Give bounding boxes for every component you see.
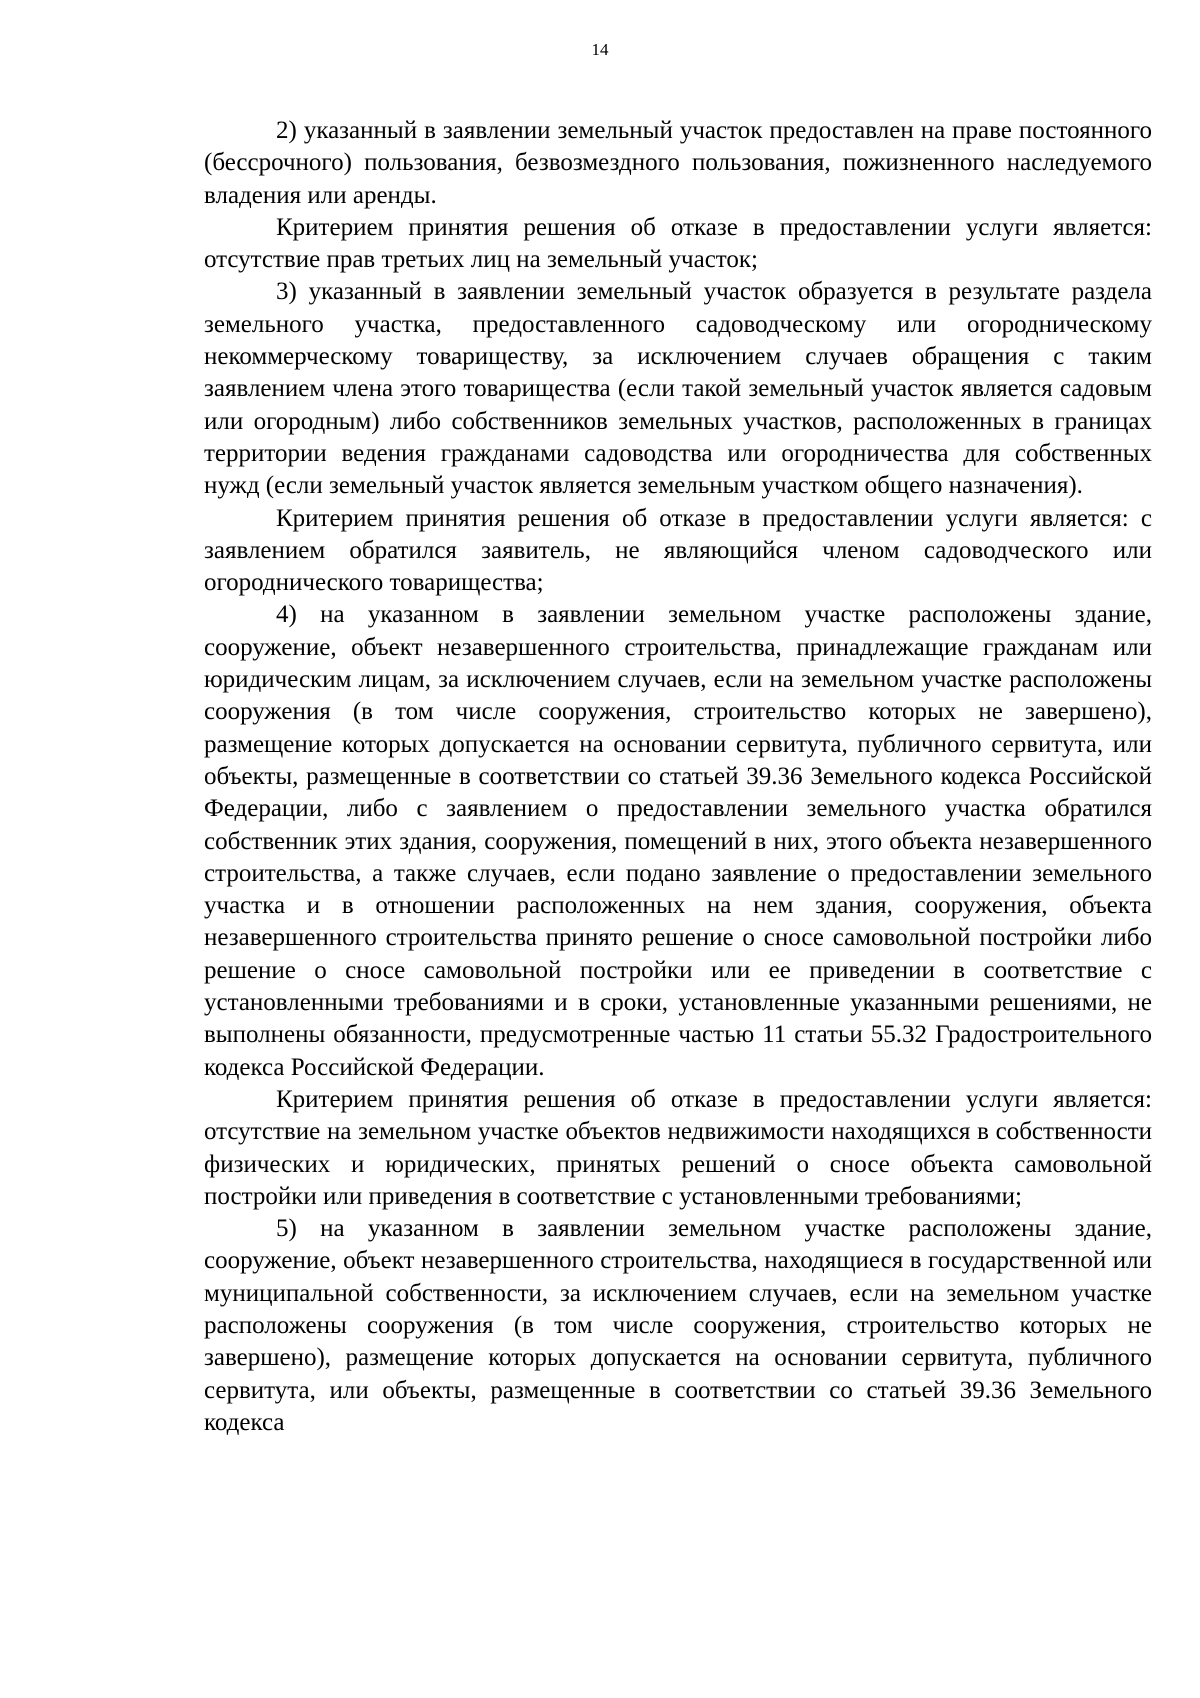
paragraph-item-3: 3) указанный в заявлении земельный участок образуется в результате раздела земельного участка, предоставленного садоводческому или огородническому некоммерческому товариществу, за исключением случаев обращения с таким заявлением члена этого товарищества (если такой земельный участок является садовым или огородным) либо собственников земельных участков, расположенных в границах территории ведения гражданами садоводства или огородничества для собственных нужд (если земельный участок является земельным участком общего назначения). xyxy=(204,278,1152,500)
paragraph-item-4: 4) на указанном в заявлении земельном участке расположены здание, сооружение, объект незавершенного строительства, принадлежащие гражданам или юридическим лицам, за исключением случаев, если на земельном участке расположены сооружения (в том числе сооружения, строительство которых не завершено), размещение которых допускается на основании сервитута, публичного сервитута, или объекты, размещенные в соответствии со статьей 39.36 Земельного кодекса Российской Федерации, либо с заявлением о предоставлении земельного участка обратился собственник этих здания, сооружения, помещений в них, этого объекта незавершенного строительства, а также случаев, если подано заявление о предоставлении земельного участка и в отношении расположенных на нем здания, сооружения, объекта незавершенного строительства принято решение о сносе самовольной постройки либо решение о сносе самовольной постройки или ее приведении в соответствие с установленными требованиями и в сроки, установленные указанными решениями, не выполнены обязанности, предусмотренные частью 11 статьи 55.32 Градостроительного кодекса Российской Федерации. xyxy=(204,601,1152,1081)
paragraph-item-5: 5) на указанном в заявлении земельном участке расположены здание, сооружение, объект незавершенного строительства, находящиеся в государственной или муниципальной собственности, за исключением случаев, если на земельном участке расположены сооружения (в том числе сооружения, строительство которых не завершено), размещение которых допускается на основании сервитута, публичного сервитута, или объекты, размещенные в соответствии со статьей 39.36 Земельного кодекса xyxy=(204,1215,1152,1436)
document-body xyxy=(204,115,1152,1439)
paragraph-criterion-2: Критерием принятия решения об отказе в предоставлении услуги является: отсутствие прав третьих лиц на земельный участок; xyxy=(204,213,1152,274)
paragraph-criterion-3: Критерием принятия решения об отказе в предоставлении услуги является: с заявлением обратился заявитель, не являющийся членом садоводческого или огороднического товарищества; xyxy=(204,504,1152,597)
paragraph-item-2: 2) указанный в заявлении земельный участок предоставлен на праве постоянного (бессрочного) пользования, безвозмездного пользования, пожизненного наследуемого владения или аренды. xyxy=(204,117,1152,209)
paragraph-criterion-4: Критерием принятия решения об отказе в предоставлении услуги является: отсутствие на земельном участке объектов недвижимости находящихся в собственности физических и юридических, принятых решений о сносе объекта самовольной постройки или приведения в соответствие с установленными требованиями; xyxy=(204,1085,1152,1210)
page-number: 14 xyxy=(591,40,609,59)
